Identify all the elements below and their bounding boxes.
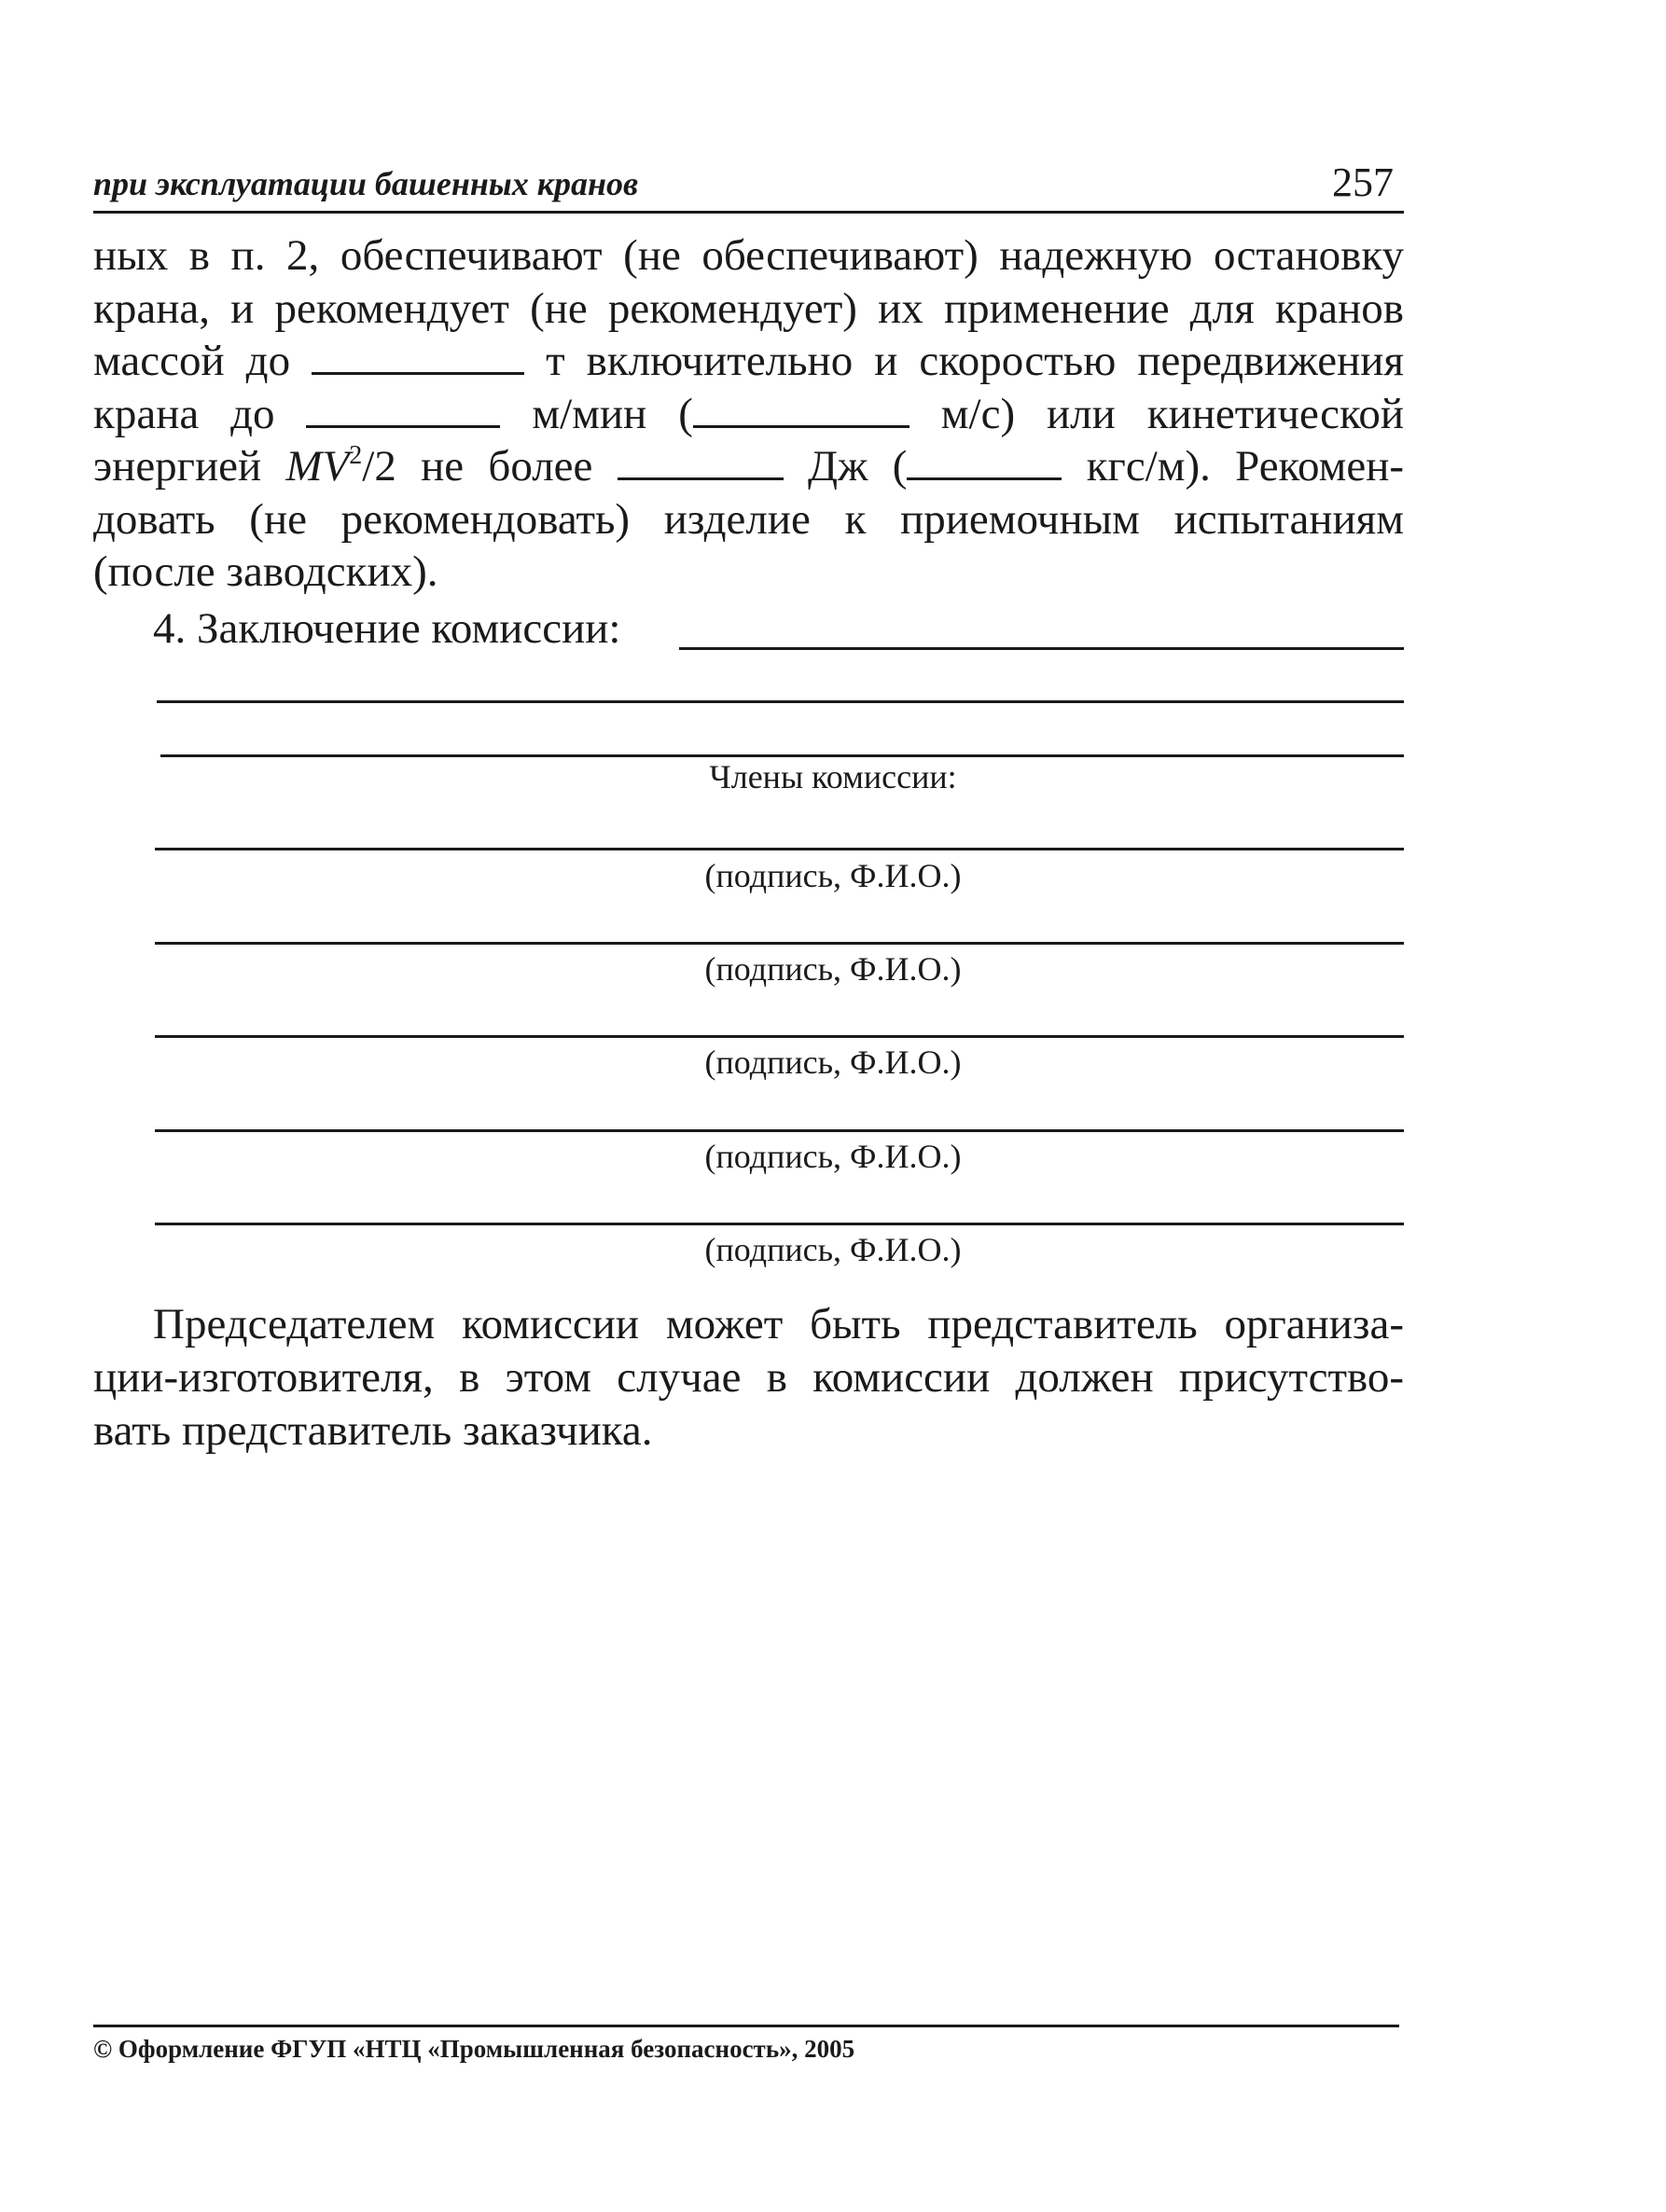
energy-kgf-blank-field[interactable] bbox=[907, 442, 1062, 480]
energy-kgf-unit-text: кгс/м). Рекомен- bbox=[1086, 442, 1405, 491]
paragraph-line-5 bbox=[93, 440, 1404, 493]
speed-ms-unit-text: м/с) или кинетической bbox=[940, 389, 1405, 438]
footer-copyright: © Оформление ФГУП «НТЦ «Промышленная безопасность», 2005 bbox=[93, 2035, 855, 2063]
signature-line-4[interactable] bbox=[155, 1129, 1404, 1132]
speed-label: крана до bbox=[93, 389, 275, 438]
footer-divider bbox=[93, 2025, 1399, 2027]
page-number: 257 bbox=[1332, 159, 1394, 205]
signature-caption-3: (подпись, Ф.И.О.) bbox=[704, 1044, 962, 1081]
conclusion-label: 4. Заключение комиссии: bbox=[153, 604, 621, 653]
speed-ms-blank-field[interactable] bbox=[693, 390, 909, 428]
signature-line-5[interactable] bbox=[155, 1223, 1404, 1225]
mass-unit-text: т включительно и скоростью передвижения bbox=[546, 337, 1404, 385]
paragraph-line-4 bbox=[93, 388, 1404, 441]
signature-caption-1: (подпись, Ф.И.О.) bbox=[704, 857, 962, 894]
paragraph-line-7: (после заводских). bbox=[93, 547, 438, 596]
signature-caption-2: (подпись, Ф.И.О.) bbox=[704, 950, 962, 988]
signature-caption-4: (подпись, Ф.И.О.) bbox=[704, 1138, 962, 1175]
running-header-title: при эксплуатации башенных кранов bbox=[93, 165, 639, 202]
paragraph-line-3 bbox=[93, 335, 1404, 388]
energy-formula: $MV^2/2$ не более bbox=[285, 441, 593, 491]
signature-line-3[interactable] bbox=[155, 1035, 1404, 1038]
note-line-1: Председателем комиссии может быть представитель организа- bbox=[153, 1300, 1404, 1348]
chairman-note bbox=[93, 1298, 1404, 1458]
conclusion-blank-line-1[interactable] bbox=[679, 647, 1404, 650]
paragraph-line-1: ных в п. 2, обеспечивают (не обеспечивают) надежную остановку bbox=[93, 231, 1404, 280]
paragraph-line-2: крана, и рекомендует (не рекомендует) их применение для кранов bbox=[93, 283, 1404, 333]
mass-blank-field[interactable] bbox=[312, 337, 524, 375]
body-paragraph bbox=[93, 229, 1404, 599]
signature-line-1[interactable] bbox=[155, 848, 1404, 850]
note-line-3: вать представитель заказчика. bbox=[93, 1406, 653, 1455]
mass-label: массой до bbox=[93, 337, 291, 385]
energy-j-blank-field[interactable] bbox=[618, 442, 784, 480]
note-line-2: ции-изготовителя, в этом случае в комиссии должен присутство- bbox=[93, 1353, 1404, 1402]
header-divider bbox=[93, 211, 1404, 214]
conclusion-blank-line-2[interactable] bbox=[157, 700, 1404, 703]
signature-caption-5: (подпись, Ф.И.О.) bbox=[704, 1231, 962, 1268]
signature-line-2[interactable] bbox=[155, 942, 1404, 945]
members-label: Члены комиссии: bbox=[709, 758, 957, 795]
paragraph-line-6: довать (не рекомендовать) изделие к приемочным испытаниям bbox=[93, 494, 1404, 544]
energy-j-unit: Дж ( bbox=[807, 442, 908, 491]
speed-mmin-blank-field[interactable] bbox=[306, 390, 500, 428]
speed-mmin-unit: м/мин ( bbox=[532, 389, 693, 438]
energy-label: энергией bbox=[93, 442, 262, 491]
